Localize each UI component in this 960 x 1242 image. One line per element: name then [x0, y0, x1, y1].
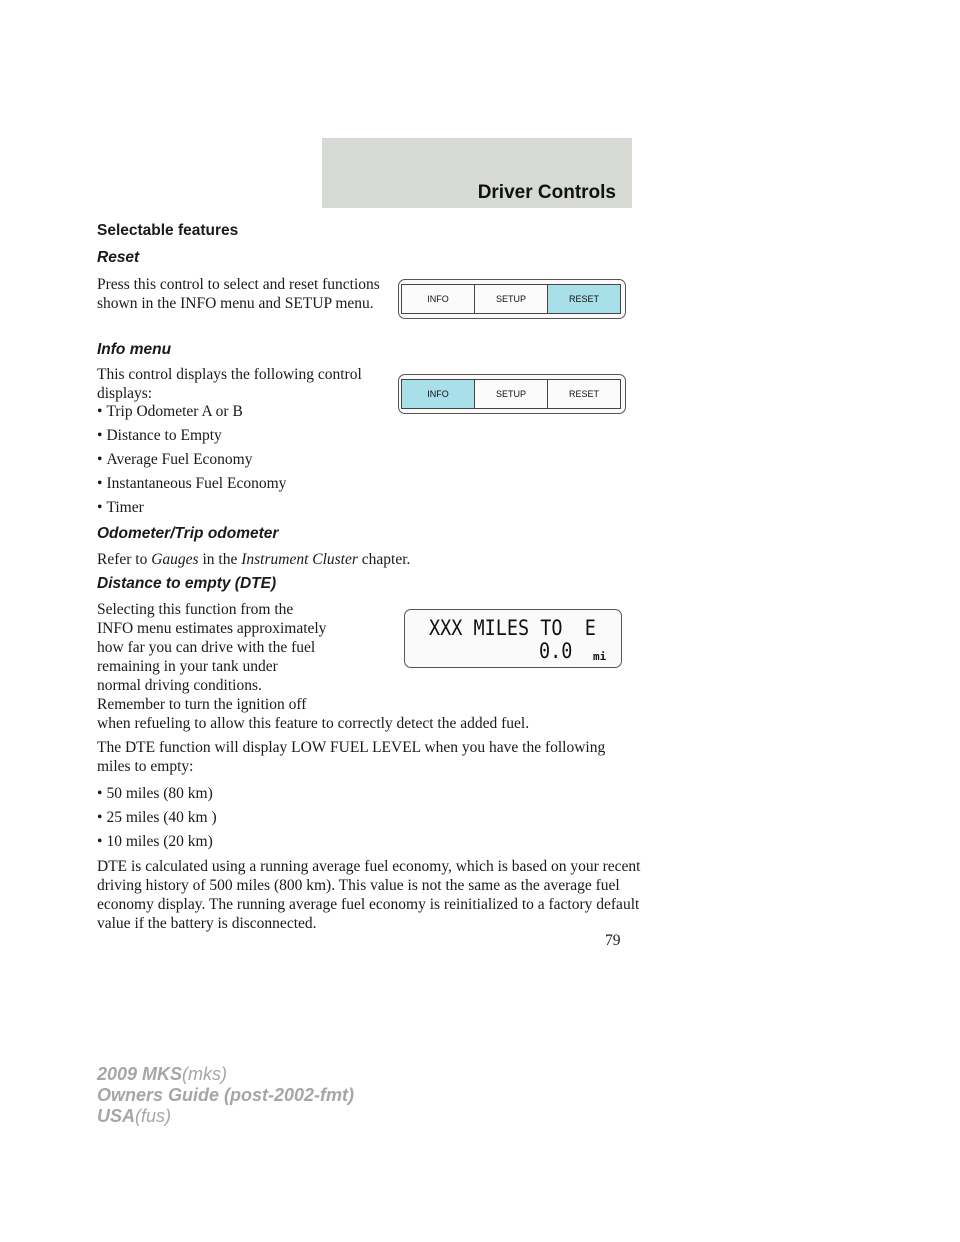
dte-description-line-4: remaining in your tank under: [97, 658, 278, 675]
odometer-reference: Refer to Gauges in the Instrument Cluster chapter.: [97, 551, 411, 568]
list-item: • Timer: [97, 499, 144, 516]
dte-description-line-7: when refueling to allow this feature to correctly detect the added fuel.: [97, 715, 530, 732]
footer-market-code: (fus): [135, 1106, 172, 1126]
dte-display-screen: [404, 609, 622, 668]
page-header-title: Driver Controls: [477, 182, 616, 203]
info-menu-description: This control displays the following control displays:: [97, 366, 362, 402]
control-bar-info-highlighted: [398, 374, 626, 414]
list-item: • Distance to Empty: [97, 427, 222, 444]
dte-description-line-5: normal driving conditions.: [97, 677, 262, 694]
footer: [97, 1064, 354, 1127]
display-unit: mi: [593, 650, 607, 663]
reset-description: Press this control to select and reset functions shown in the INFO menu and SETUP menu.: [97, 276, 380, 312]
heading-info-menu: Info menu: [97, 341, 172, 358]
section-title-selectable-features: Selectable features: [97, 222, 239, 239]
dte-description-line-3: how far you can drive with the fuel: [97, 639, 316, 656]
setup-button[interactable]: SETUP: [474, 284, 548, 314]
setup-button[interactable]: SETUP: [474, 379, 548, 409]
dte-description-line-1: Selecting this function from the: [97, 601, 294, 618]
heading-reset: Reset: [97, 249, 140, 266]
list-item: • Average Fuel Economy: [97, 451, 253, 468]
dte-description-line-6: Remember to turn the ignition off: [97, 696, 307, 713]
list-item: • 10 miles (20 km): [97, 833, 213, 850]
footer-model-code: (mks): [182, 1064, 228, 1084]
list-item: • Instantaneous Fuel Economy: [97, 475, 287, 492]
dte-description-line-2: INFO menu estimates approximately: [97, 620, 327, 637]
list-item: • 50 miles (80 km): [97, 785, 213, 802]
info-button[interactable]: INFO: [401, 284, 475, 314]
footer-market: USA: [97, 1106, 136, 1126]
dte-calculation-text: DTE is calculated using a running average fuel economy, which is based on your recent driving history of 500 miles (800 km). This value is not the same as the average fuel economy display. The running average fuel economy is reinitialized to a factory default value if the battery is disconnected.: [97, 858, 641, 932]
reset-button[interactable]: RESET: [547, 379, 621, 409]
footer-guide: Owners Guide (post-2002-fmt): [97, 1085, 355, 1105]
header-band: [322, 138, 632, 208]
info-button-highlighted[interactable]: INFO: [401, 379, 475, 409]
display-line-1: XXX MILES TO E: [429, 616, 596, 640]
heading-dte: Distance to empty (DTE): [97, 575, 277, 592]
list-item: • Trip Odometer A or B: [97, 403, 243, 420]
dte-low-fuel-text: The DTE function will display LOW FUEL LEVEL when you have the following miles to empty:: [97, 739, 606, 775]
display-value: 0.0: [539, 639, 573, 663]
footer-model: 2009 MKS: [97, 1064, 183, 1084]
list-item: • 25 miles (40 km ): [97, 809, 217, 826]
page-number: 79: [605, 932, 621, 949]
heading-odometer: Odometer/Trip odometer: [97, 525, 279, 542]
reset-button-highlighted[interactable]: RESET: [547, 284, 621, 314]
control-bar-reset-highlighted: [398, 279, 626, 319]
